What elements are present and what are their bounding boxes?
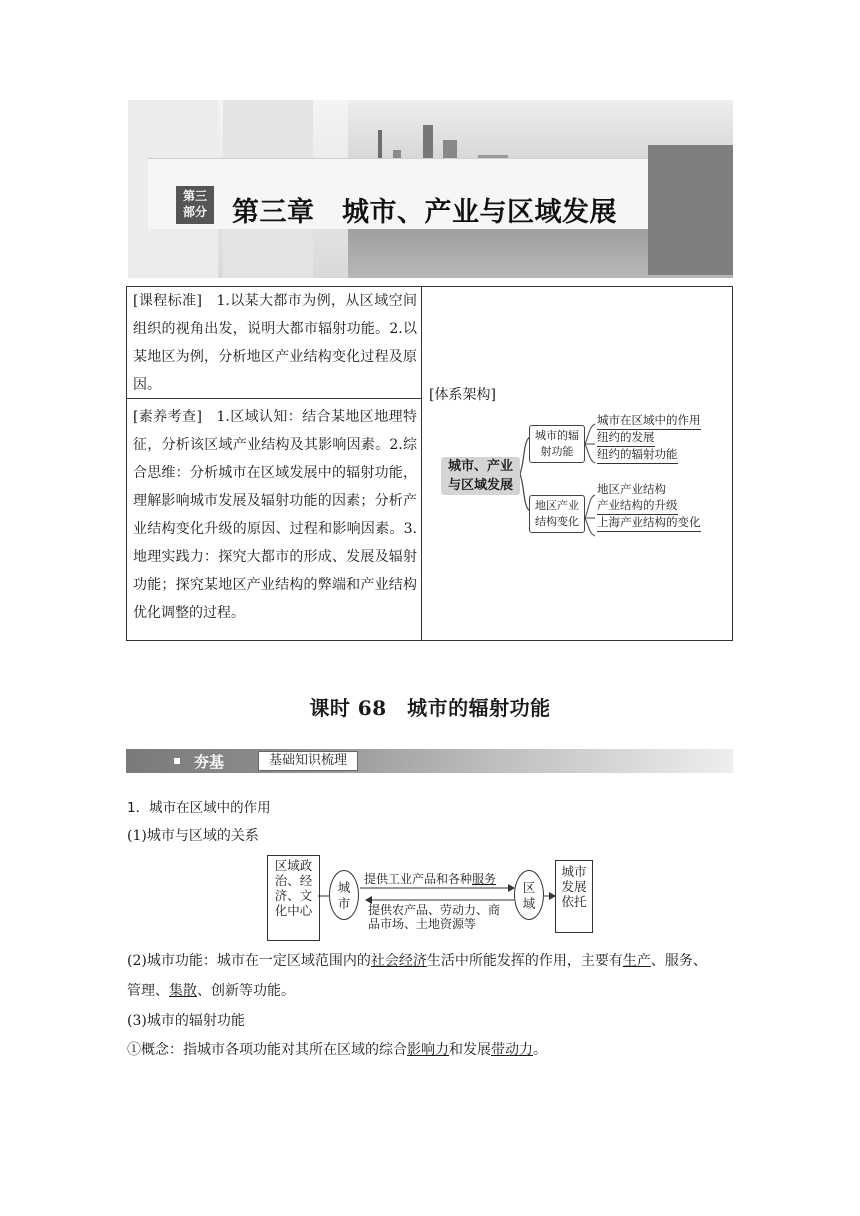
literacy-text: 1.区域认知：结合某地区地理特征，分析该区域产业结构及其影响因素。2.综合思维：分析城市在区域发展中的辐射功能，理解影响城市发展及辐射功能的因素；分析产业结构变化升级的原因、过程和影响因素。3.地理实践力：探究大都市的形成、发展及辐射功能；探究某地区产业结构的弊端和产业结构优化调整的过程。	[133, 409, 417, 621]
mindmap-leaf: 地区产业结构	[597, 482, 666, 496]
mindmap-branch-radiation: 城市的辐 射功能	[529, 425, 585, 463]
section-main-label: 夯基	[194, 753, 225, 771]
square-icon	[174, 758, 180, 764]
chapter-banner	[128, 100, 733, 278]
paragraph-city-function: (2)城市功能：城市在一定区域范围内的社会经济生活中所能发挥的作用，主要有生产、服务、	[127, 953, 707, 969]
paragraph-city-function-cont: 管理、集散、创新等功能。	[127, 983, 295, 999]
literacy-cell	[133, 403, 417, 627]
heading-1: 1．城市在区域中的作用	[127, 800, 271, 816]
mindmap-root: 城市、产业 与区域发展	[441, 457, 520, 495]
lower-arrow-label: 提供农产品、劳动力、商 品市场、土地资源等	[368, 903, 501, 931]
lesson-title: 课时 68 城市的辐射功能	[309, 696, 551, 720]
course-standard-tag: [课程标准]	[133, 293, 202, 309]
region-center-box: 区域政 治、经 济、文 化中心	[267, 855, 320, 941]
mindmap-leaf: 产业结构的升级	[597, 497, 678, 515]
section-bar	[126, 749, 733, 773]
mindmap-leaf: 纽约的发展	[597, 429, 655, 447]
upper-arrow-label: 提供工业产品和各种服务	[364, 872, 497, 886]
paragraph-concept: ①概念：指城市各项功能对其所在区域的综合影响力和发展带动力。	[127, 1042, 547, 1058]
subheading-3: (3)城市的辐射功能	[127, 1013, 245, 1029]
mindmap-leaf: 上海产业结构的变化	[597, 514, 701, 532]
section-sub-label: 基础知识梳理	[258, 751, 358, 771]
part-badge: 第三 部分	[176, 186, 214, 224]
course-standard-text: 1.以某大都市为例，从区域空间组织的视角出发，说明大都市辐射功能。2.以某地区为例，分析地区产业结构变化过程及原因。	[133, 293, 417, 393]
mindmap-leaf: 纽约的辐射功能	[597, 446, 678, 464]
city-development-box: 城市 发展 依托	[555, 860, 593, 933]
mindmap-branch-industry: 地区产业 结构变化	[529, 495, 585, 533]
framework-tag: [体系架构]	[429, 387, 496, 403]
mindmap-leaf: 城市在区域中的作用	[597, 412, 701, 430]
subheading-1: (1)城市与区域的关系	[127, 828, 259, 844]
chapter-title: 第三章 城市、产业与区域发展	[232, 197, 617, 228]
literacy-tag: [素养考查]	[133, 409, 202, 425]
region-node: 区 域	[514, 870, 544, 920]
city-node: 城 市	[329, 870, 359, 920]
course-standard-cell	[133, 287, 417, 399]
